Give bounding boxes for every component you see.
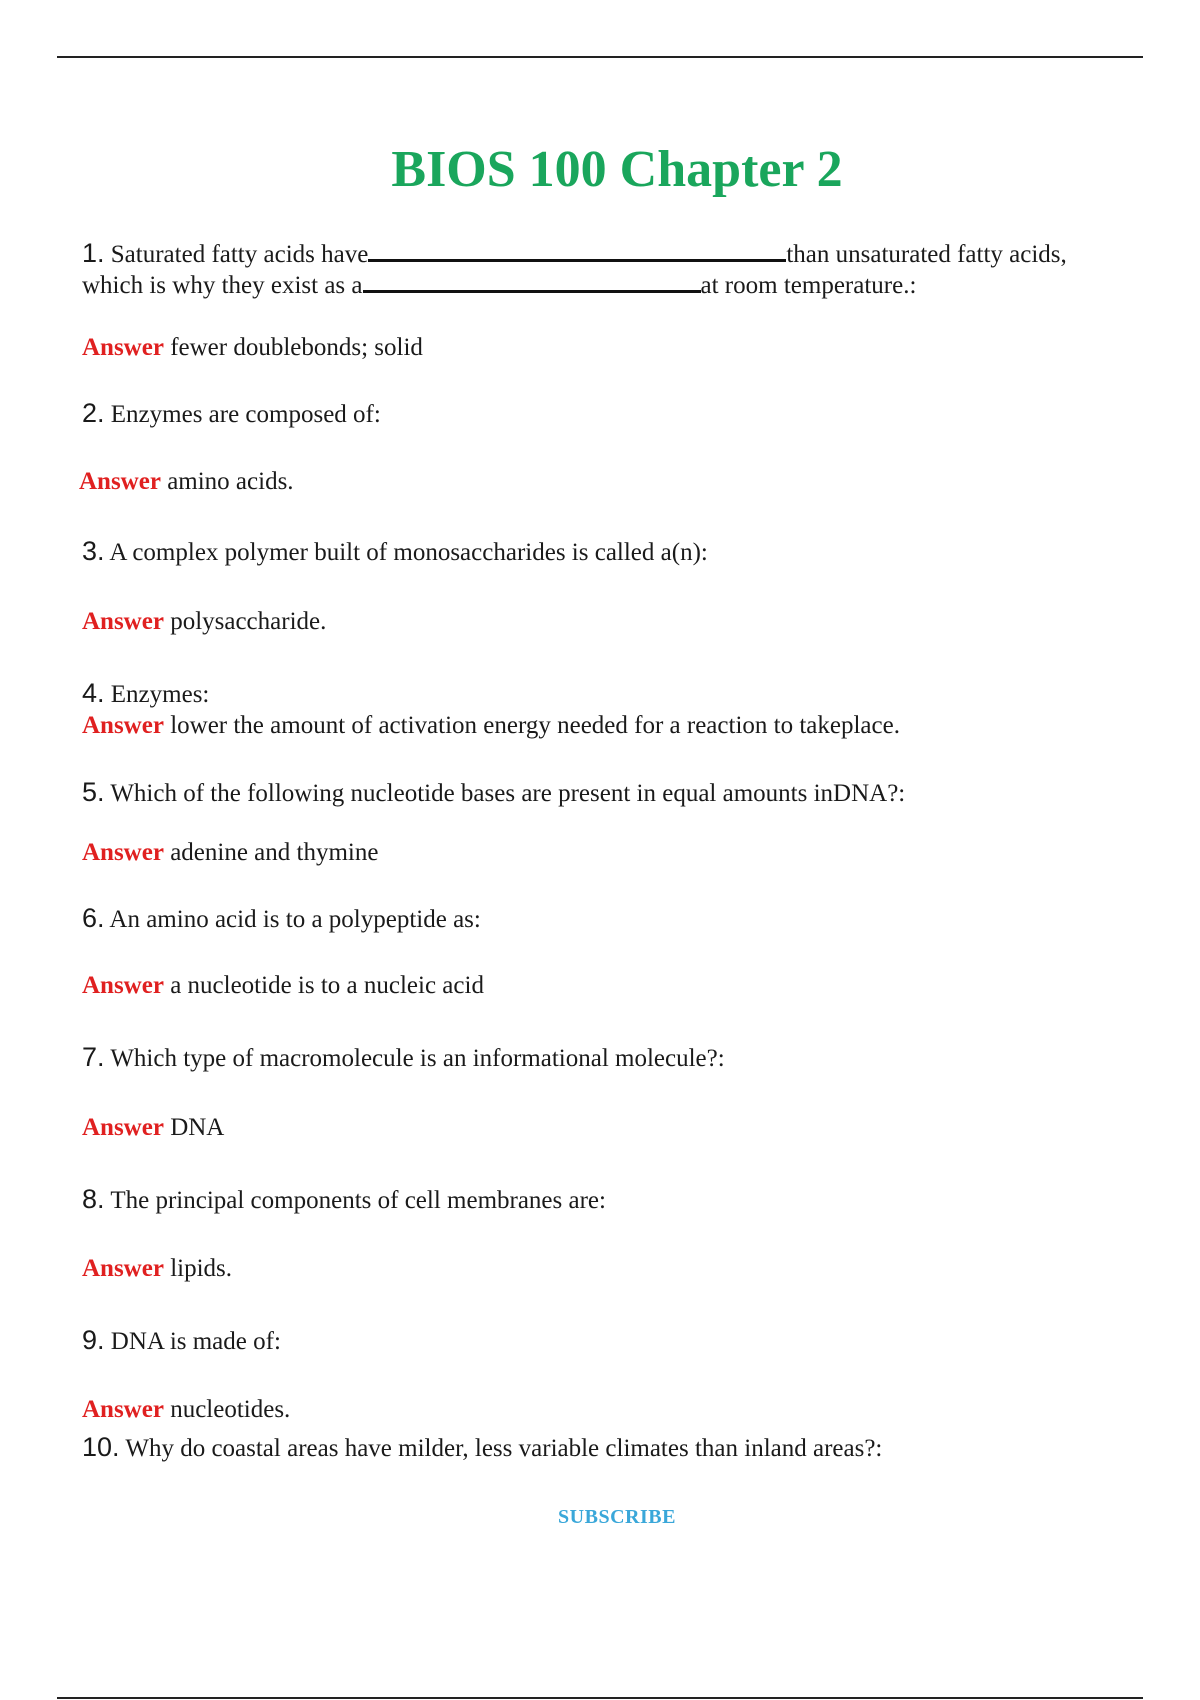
question-text: Which type of macromolecule is an informational molecule?: (104, 1045, 725, 1072)
answer-2 (79, 466, 294, 498)
answer-text: lipids. (163, 1255, 233, 1282)
bottom-divider (57, 1697, 1143, 1699)
answer-label: Answer (82, 334, 164, 361)
question-text: Enzymes are composed of: (104, 401, 381, 428)
answer-3 (82, 606, 326, 638)
page-title: BIOS 100 Chapter 2 (391, 141, 843, 198)
question-number: 1. (82, 238, 105, 268)
question-text: A complex polymer built of monosaccharides is called a(n): (104, 539, 708, 566)
top-divider (57, 56, 1143, 58)
question-number: 6. (82, 903, 105, 933)
question-number: 4. (82, 678, 105, 708)
question-8 (82, 1183, 606, 1217)
question-number: 2. (82, 398, 105, 428)
answer-7 (82, 1112, 224, 1144)
question-6 (82, 902, 481, 936)
answer-label: Answer (82, 839, 164, 866)
question-5 (82, 776, 905, 810)
question-text: The principal components of cell membranes are: (104, 1187, 606, 1214)
question-10 (82, 1431, 882, 1465)
fill-blank-2 (363, 268, 701, 293)
answer-text: polysaccharide. (163, 608, 327, 635)
question-7 (82, 1041, 725, 1075)
question-text: DNA is made of: (104, 1328, 281, 1355)
answer-label: Answer (82, 1396, 164, 1423)
question-text: Enzymes: (104, 681, 210, 708)
answer-label: Answer (82, 1255, 164, 1282)
answer-8 (82, 1253, 232, 1285)
fill-blank-1 (368, 237, 786, 262)
question-number: 7. (82, 1042, 105, 1072)
question-2 (82, 397, 381, 431)
answer-label: Answer (82, 712, 164, 739)
answer-label: Answer (82, 972, 164, 999)
question-number: 8. (82, 1184, 105, 1214)
question-number: 3. (82, 536, 105, 566)
answer-label: Answer (79, 468, 161, 495)
question-number: 10. (82, 1432, 120, 1462)
question-text: An amino acid is to a polypeptide as: (104, 906, 481, 933)
answer-1 (82, 332, 423, 364)
answer-label: Answer (82, 1114, 164, 1141)
question-3 (82, 535, 708, 569)
subscribe-link[interactable]: SUBSCRIBE (558, 1506, 676, 1528)
question-text: than unsaturated fatty acids, (786, 241, 1067, 268)
answer-text: lower the amount of activation energy needed for a reaction to takeplace. (163, 712, 900, 739)
question-text: which is why they exist as a (82, 272, 363, 299)
question-4 (82, 677, 209, 711)
answer-text: a nucleotide is to a nucleic acid (163, 972, 484, 999)
question-number: 5. (82, 777, 105, 807)
question-9 (82, 1324, 281, 1358)
answer-text: nucleotides. (163, 1396, 291, 1423)
answer-6 (82, 970, 484, 1002)
answer-text: amino acids. (160, 468, 294, 495)
question-1-line-2 (82, 268, 916, 302)
question-text: Why do coastal areas have milder, less variable climates than inland areas?: (119, 1435, 883, 1462)
question-number: 9. (82, 1325, 105, 1355)
question-1-line-1 (82, 237, 1067, 271)
answer-9 (82, 1394, 290, 1426)
answer-text: fewer doublebonds; solid (163, 334, 423, 361)
question-text: Which of the following nucleotide bases are present in equal amounts inDNA?: (104, 780, 906, 807)
question-text: at room temperature.: (700, 272, 917, 299)
answer-4 (82, 710, 900, 742)
answer-label: Answer (82, 608, 164, 635)
answer-text: adenine and thymine (163, 839, 379, 866)
answer-text: DNA (163, 1114, 225, 1141)
answer-5 (82, 837, 378, 869)
question-text: Saturated fatty acids have (104, 241, 369, 268)
